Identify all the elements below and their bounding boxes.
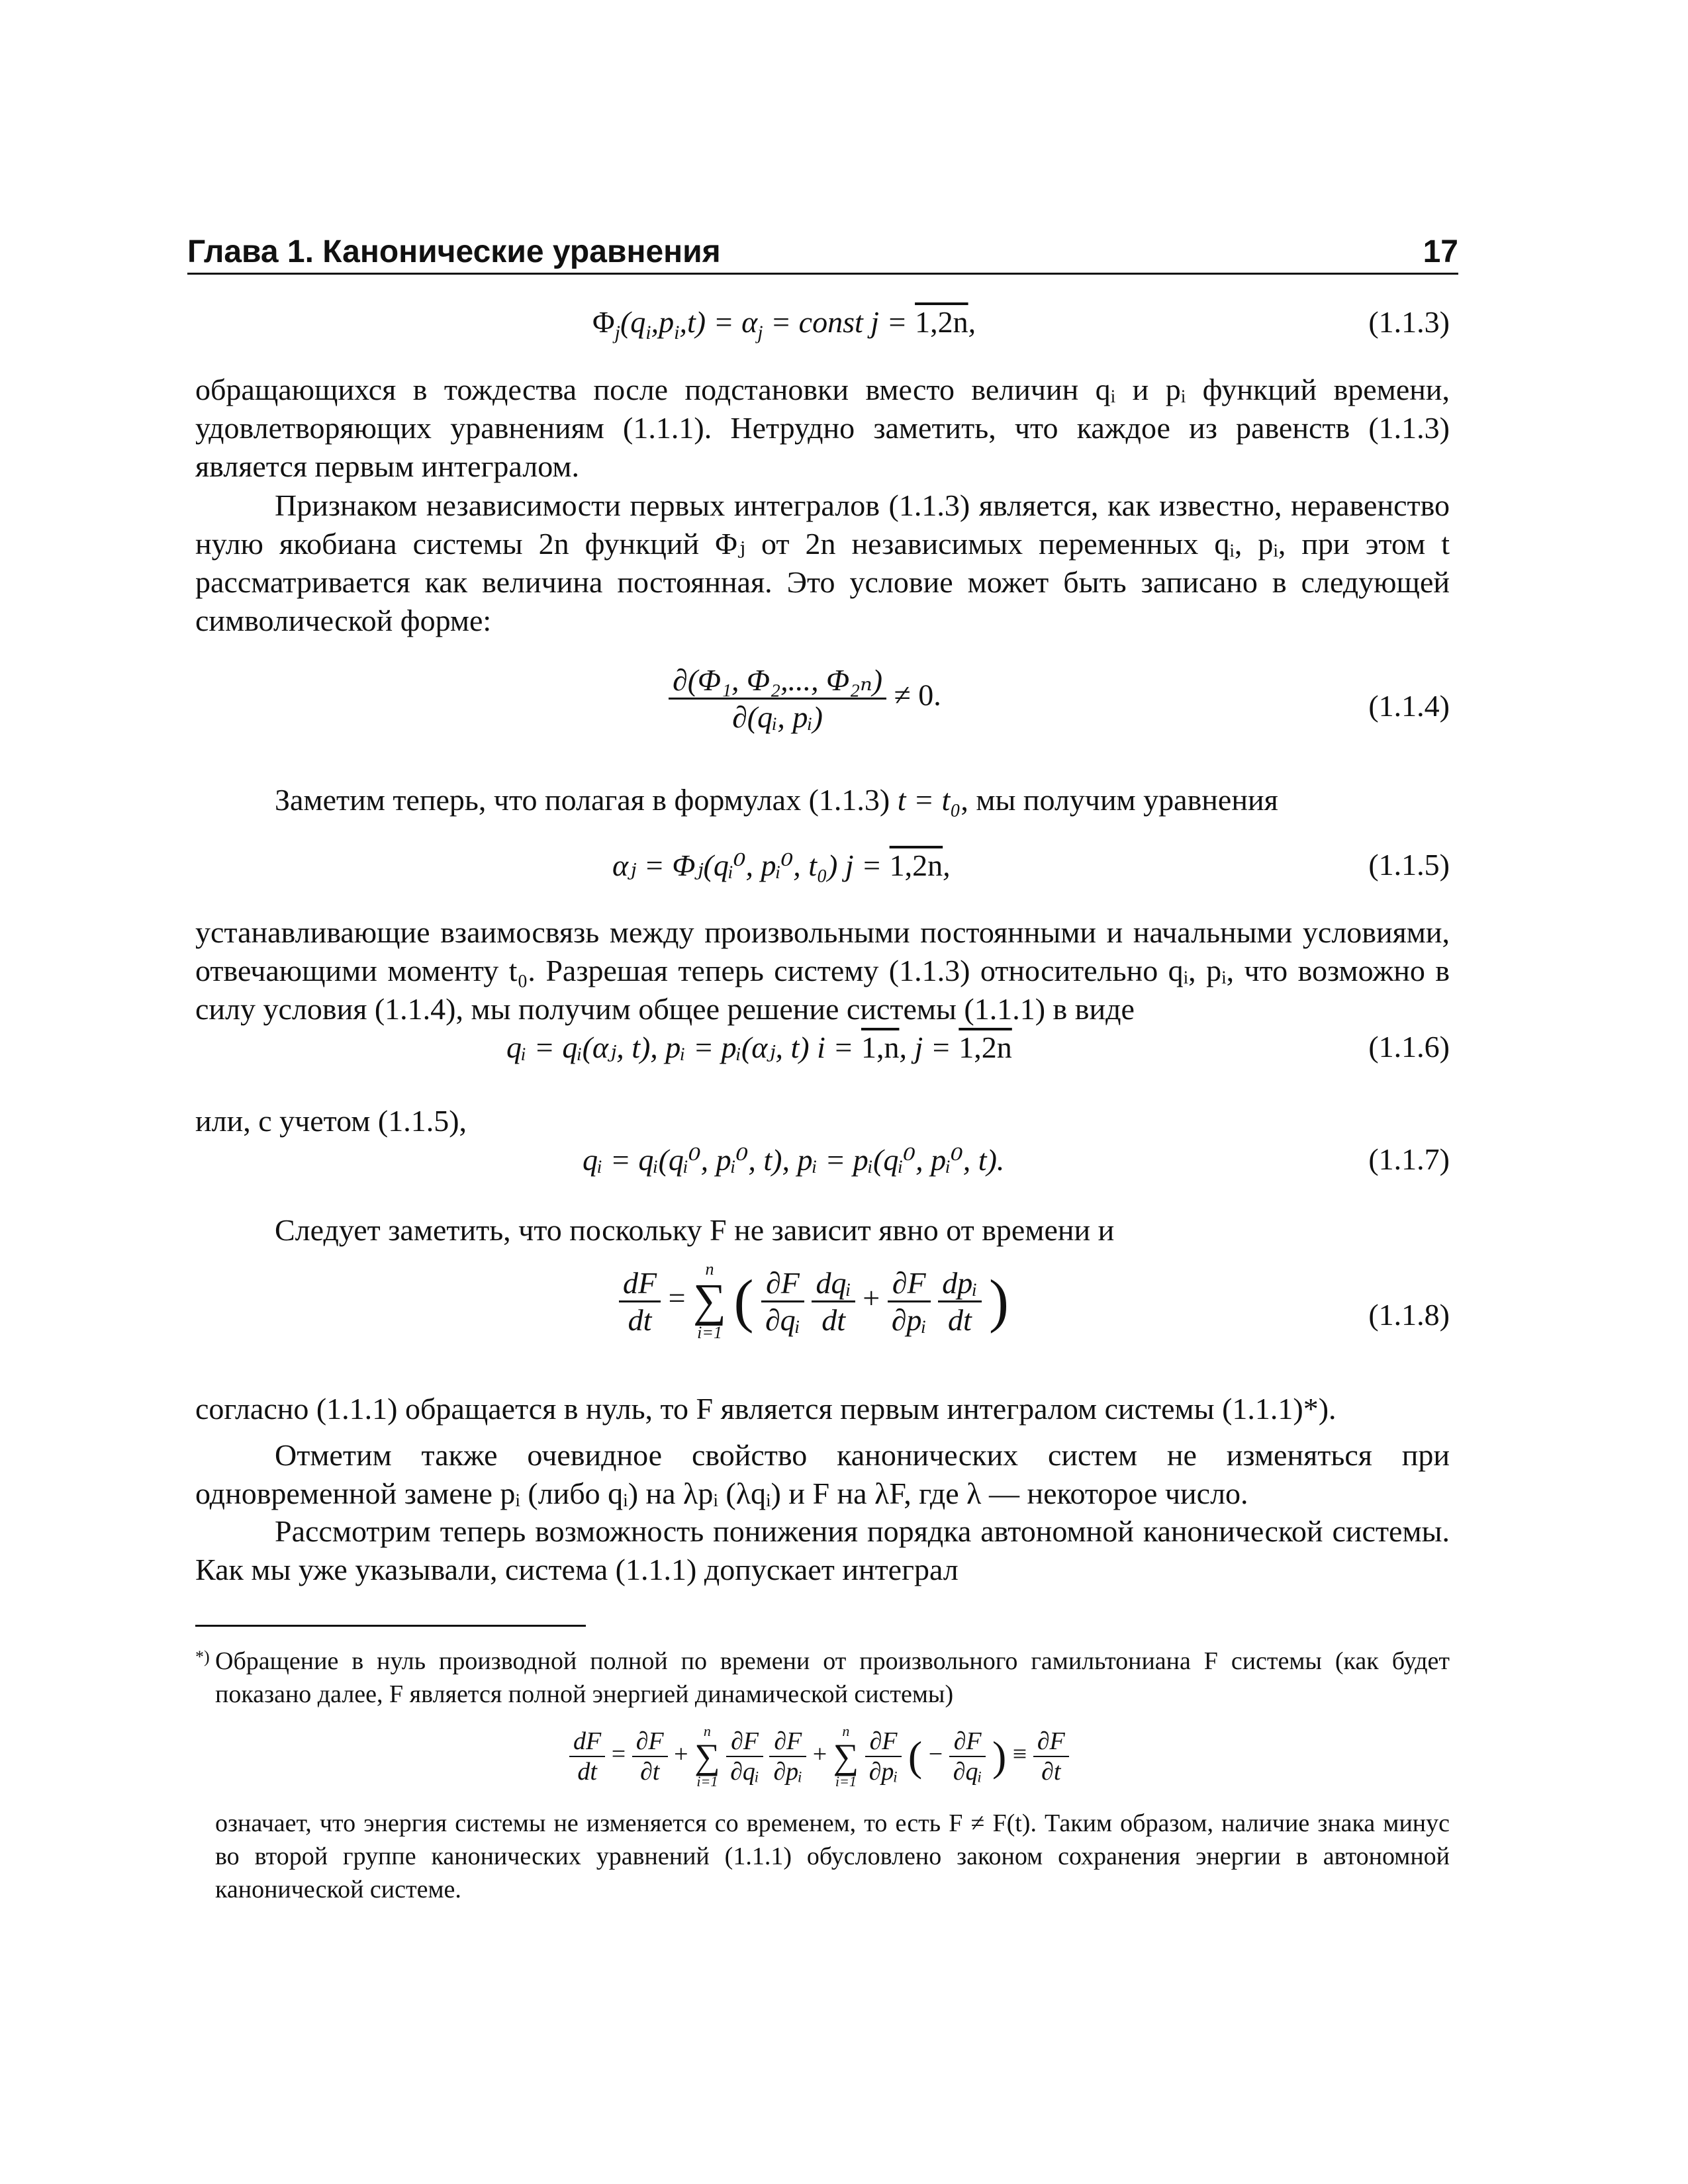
equation-body: qᵢ = qᵢ(qᵢ⁰, pᵢ⁰, t), pᵢ = pᵢ(qᵢ⁰, pᵢ⁰, t). (583, 1143, 1005, 1177)
paragraph: обращающихся в тождества после подстановки вместо величин qᵢ и pᵢ функций времени, удовлетворяющих уравнениям (1.1.1). Нетрудно заметить, что каждое из равенств (1.1.3) является первым интегралом. (195, 373, 1450, 483)
equation-1-1-3 (195, 304, 1450, 351)
footnote: *) Обращение в нуль производной полной по времени от произвольного гамильтониана F системы (как будет показано далее, F является полной энергией динамической системы) (215, 1645, 1450, 1711)
equation-body: $\Phi_j(q_i,p_i,t) = \alpha_j$ = const j = 1,2n, (592, 305, 976, 343)
chapter-title: Глава 1. Канонические уравнения (187, 234, 721, 269)
footnote-mark: *) (195, 1647, 210, 1666)
equation-1-1-6 (195, 1029, 1450, 1075)
equation-1-1-5 (195, 847, 1450, 893)
equation-1-1-8 (195, 1261, 1450, 1367)
equation-1-1-7 (195, 1142, 1450, 1188)
footnote-continuation: означает, что энергия системы не изменяется со временем, то есть F ≠ F(t). Таким образом, наличие знака минус во второй группе канонических уравнений (1.1.1) обусловлено законом сохранения энергии в автономной канонической системе. (215, 1809, 1450, 1903)
equation-number: (1.1.4) (1368, 689, 1450, 723)
footnote-separator (195, 1625, 586, 1627)
equation-1-1-4 (195, 662, 1450, 754)
equation-number: (1.1.6) (1368, 1030, 1450, 1064)
paragraph: Отметим также очевидное свойство канонических систем не изменяться при одновременной замене pᵢ (либо qᵢ) на λpᵢ (λqᵢ) и F на λF, где λ — некоторое число. (195, 1438, 1450, 1510)
paragraph: устанавливающие взаимосвязь между произвольными постоянными и начальными условиями, отвечающими моменту t₀. Разрешая теперь систему (1.1.3) относительно qᵢ, pᵢ, что возможно в силу условия (1.1.4), мы получим общее решение системы (1.1.1) в виде (195, 915, 1450, 1026)
page-header (187, 232, 1458, 275)
paragraph: согласно (1.1.1) обращается в нуль, то F является первым интегралом системы (1.1.1)*). (195, 1392, 1336, 1426)
equation-number: (1.1.8) (1368, 1298, 1450, 1332)
equation-body: qᵢ = qᵢ(αⱼ, t), pᵢ = pᵢ(αⱼ, t) i = 1,n, j = 1,2n (506, 1030, 1012, 1064)
paragraph: Следует заметить, что поскольку F не зависит явно от времени и (275, 1213, 1115, 1247)
paragraph: или, с учетом (1.1.5), (195, 1104, 467, 1138)
footnote-equation: $\frac{dF}{dt}$ = $\frac{\partial F}{\partial t}$ + n ∑ i=1 $\frac{\partial F}{\text{∂qᵢ}}$ $\frac{\partial F}{\text{∂pᵢ}}$ + n ∑ i=1 $\frac{\partial F}{\text{∂pᵢ}}$ ( − $\frac{\partial F}{\text{∂qᵢ}}$ ) ≡ $\frac{\partial F}{\partial t}$ (569, 1724, 1069, 1789)
equation-body: $\frac{\text{∂(Φ₁, Φ₂,..., Φ₂ₙ)}}{\text{∂(qᵢ, pᵢ)}}$ ≠ 0. (669, 662, 941, 735)
paragraph: Заметим теперь, что полагая в формулах (1.1.3) t = t₀, мы получим уравнения (275, 783, 1278, 817)
paragraph: Признаком независимости первых интегралов (1.1.3) является, как известно, неравенство нулю якобиана системы 2n функций Φⱼ от 2n независимых переменных qᵢ, pᵢ, при этом t рассматривается как величина постоянная. Это условие может быть записано в следующей символической форме: (195, 488, 1450, 637)
equation-number: (1.1.7) (1368, 1142, 1450, 1176)
page-number: 17 (1423, 234, 1458, 269)
equation-number: (1.1.5) (1368, 848, 1450, 882)
equation-body: $\frac{dF}{dt}$ = n ∑ i=1 ( $\frac{\partial F}{\text{∂qᵢ}}$ $\frac{\text{dqᵢ}}{dt}$ + $\frac{\partial F}{\text{∂pᵢ}}$ $\frac{\text{dpᵢ}}{dt}$ ) (619, 1261, 1009, 1342)
sum-operator: n ∑ i=1 (693, 1259, 726, 1342)
jacobian-fraction: $\frac{\text{∂(Φ₁, Φ₂,..., Φ₂ₙ)}}{\text{∂(qᵢ, pᵢ)}}$ (669, 662, 886, 735)
equation-number: (1.1.3) (1368, 305, 1450, 339)
equation-body: αⱼ = Φⱼ(qᵢ⁰, pᵢ⁰, t₀) j = 1,2n, (612, 848, 951, 882)
paragraph: Рассмотрим теперь возможность понижения порядка автономной канонической системы. Как мы уже указывали, система (1.1.1) допускает интеграл (195, 1514, 1450, 1586)
